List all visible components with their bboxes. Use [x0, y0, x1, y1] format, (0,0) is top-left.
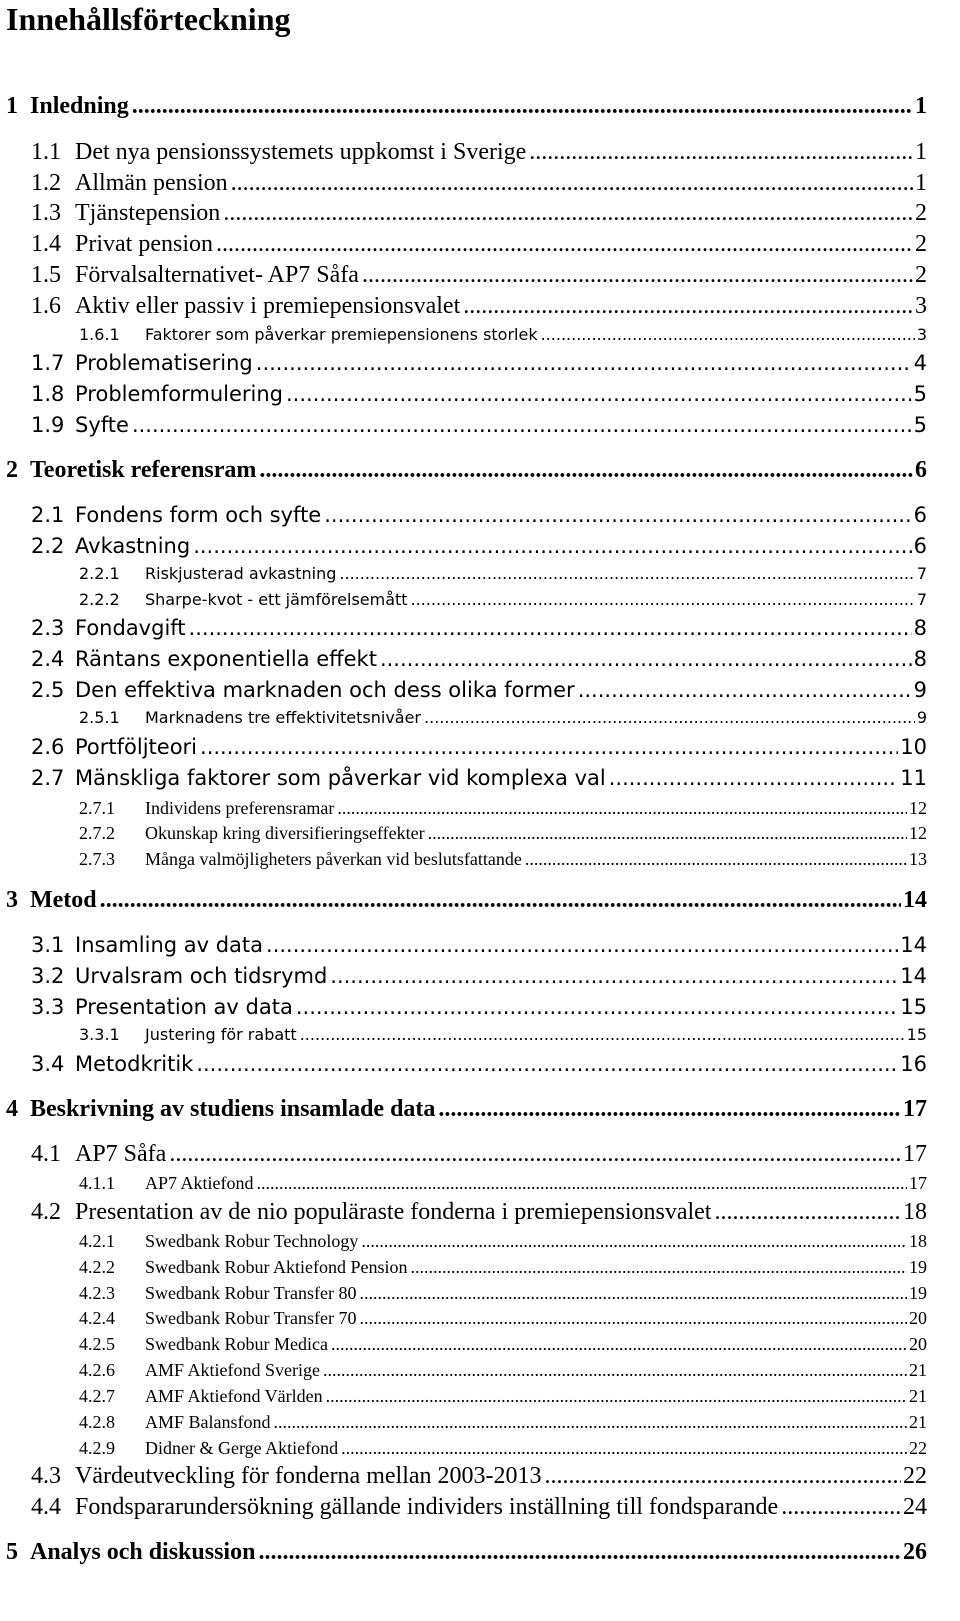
toc-title: Privat pension — [75, 231, 213, 257]
toc-entry[interactable] — [6, 1095, 927, 1123]
toc-entry[interactable] — [31, 292, 927, 320]
dot-leader — [339, 563, 914, 585]
toc-number: 2.5 — [31, 678, 65, 702]
toc-title: Metodkritik — [75, 1052, 194, 1076]
toc-page: 2 — [915, 262, 927, 288]
toc-entry[interactable] — [31, 501, 927, 529]
toc-entry[interactable] — [79, 1359, 927, 1381]
toc-page: 7 — [916, 564, 927, 583]
toc-number: 2.7.1 — [79, 798, 115, 818]
toc-page: 19 — [909, 1283, 927, 1303]
toc-page: 26 — [903, 1539, 927, 1565]
dot-leader — [193, 532, 911, 560]
toc-title: Justering för rabatt — [145, 1025, 297, 1044]
dot-leader — [286, 380, 912, 408]
dot-leader — [463, 292, 913, 320]
toc-entry[interactable] — [31, 1140, 927, 1168]
dot-leader — [331, 1333, 907, 1355]
dot-leader — [324, 501, 911, 529]
toc-page: 20 — [909, 1334, 927, 1354]
toc-number: 2.1 — [31, 503, 65, 527]
toc-number: 2.2.1 — [79, 564, 120, 583]
toc-number: 4.2.3 — [79, 1283, 115, 1303]
toc-entry[interactable] — [31, 962, 927, 990]
dot-leader — [330, 962, 898, 990]
toc-number: 3.2 — [31, 964, 65, 988]
dot-leader — [326, 1385, 907, 1407]
dot-leader — [541, 324, 915, 346]
toc-title: Mänskliga faktorer som påverkar vid komplexa val — [75, 766, 606, 790]
toc-entry[interactable] — [6, 456, 927, 484]
toc-entry[interactable] — [79, 589, 927, 611]
toc-entry[interactable] — [31, 261, 927, 289]
toc-number: 2.7 — [31, 766, 65, 790]
dot-leader — [438, 1095, 901, 1123]
toc-page: 4 — [913, 351, 927, 375]
toc-number: 3.3 — [31, 995, 65, 1019]
toc-page: 2 — [915, 200, 927, 226]
toc-number: 4.2.5 — [79, 1334, 115, 1354]
toc-title: Individens preferensramar — [145, 798, 335, 818]
toc-title: Teoretisk referensram — [30, 457, 257, 483]
toc-number: 4.2.7 — [79, 1386, 115, 1406]
toc-number: 1.3 — [31, 200, 61, 226]
toc-number: 4.2.1 — [79, 1231, 115, 1251]
toc-title: AMF Aktiefond Världen — [145, 1386, 323, 1406]
toc-page: 22 — [903, 1463, 927, 1489]
toc-entry[interactable] — [31, 199, 927, 227]
dot-leader — [525, 848, 907, 870]
toc-number: 1.6 — [31, 293, 61, 319]
toc-entry[interactable] — [79, 563, 927, 585]
dot-leader — [258, 1538, 901, 1566]
toc-entry[interactable] — [31, 1493, 927, 1521]
dot-leader — [132, 92, 913, 120]
toc-title: Faktorer som påverkar premiepensionens storlek — [145, 325, 538, 344]
dot-leader — [100, 886, 901, 914]
toc-title: Metod — [30, 887, 97, 913]
toc-number: 1.5 — [31, 262, 61, 288]
toc-page: 7 — [916, 590, 927, 609]
toc-number: 1.2 — [31, 170, 61, 196]
dot-leader — [300, 1024, 905, 1046]
dot-leader — [259, 456, 913, 484]
toc-page: 6 — [915, 457, 927, 483]
toc-page: 3 — [915, 293, 927, 319]
toc-number: 4.2.6 — [79, 1360, 115, 1380]
toc-page: 11 — [900, 766, 927, 790]
dot-leader — [714, 1198, 901, 1226]
toc-page: 9 — [916, 708, 927, 727]
dot-leader — [266, 931, 898, 959]
toc-page: 21 — [909, 1412, 927, 1432]
toc-title: Marknadens tre effektivitetsnivåer — [145, 708, 422, 727]
toc-entry[interactable] — [79, 324, 927, 346]
toc-title: Aktiv eller passiv i premiepensionsvalet — [75, 293, 461, 319]
dot-leader — [257, 1172, 907, 1194]
dot-leader — [424, 707, 915, 729]
toc-entry[interactable] — [31, 733, 927, 761]
toc-entry[interactable] — [79, 848, 927, 870]
toc-entry[interactable] — [31, 676, 927, 704]
toc-title: Problematisering — [75, 351, 253, 375]
toc-number: 4.3 — [31, 1463, 61, 1489]
toc-title: Insamling av data — [75, 933, 264, 957]
toc-number: 4.1.1 — [79, 1173, 115, 1193]
toc-number: 3 — [6, 887, 18, 913]
toc-entry[interactable] — [31, 993, 927, 1021]
toc-number: 2 — [6, 457, 18, 483]
dot-leader — [216, 230, 913, 258]
toc-page: 17 — [903, 1096, 927, 1122]
toc-page: 21 — [909, 1360, 927, 1380]
toc-entry[interactable] — [6, 92, 927, 120]
toc-page: 14 — [900, 933, 927, 957]
toc-title: Syfte — [75, 413, 129, 437]
toc-number: 1 — [6, 93, 18, 119]
toc-number: 4.2.9 — [79, 1438, 115, 1458]
toc-title: Okunskap kring diversifieringseffekter — [145, 823, 425, 843]
dot-leader — [411, 589, 915, 611]
toc-number: 4.2.2 — [79, 1257, 115, 1277]
dot-leader — [223, 199, 913, 227]
toc-entry[interactable] — [31, 1050, 927, 1078]
dot-leader — [337, 797, 907, 819]
toc-title: Swedbank Robur Transfer 70 — [145, 1308, 357, 1328]
toc-page: 1 — [915, 170, 927, 196]
toc-page: 21 — [909, 1386, 927, 1406]
dot-leader — [323, 1359, 907, 1381]
dot-leader — [169, 1140, 901, 1168]
toc-number: 4.2.4 — [79, 1308, 115, 1328]
toc-number: 1.6.1 — [79, 325, 120, 344]
toc-title: Räntans exponentiella effekt — [75, 647, 377, 671]
toc-title: Förvalsalternativet- AP7 Såfa — [75, 262, 359, 288]
dot-leader — [545, 1462, 901, 1490]
toc-entry[interactable] — [31, 138, 927, 166]
toc-entry[interactable] — [31, 645, 927, 673]
toc-number: 1.1 — [31, 139, 61, 165]
dot-leader — [362, 261, 913, 289]
toc-number: 4.2 — [31, 1199, 61, 1225]
toc-page: 15 — [906, 1025, 927, 1044]
toc-page: 12 — [909, 798, 927, 818]
toc-title: Urvalsram och tidsrymd — [75, 964, 328, 988]
toc-title: Analys och diskussion — [30, 1539, 256, 1565]
dot-leader — [231, 169, 913, 197]
toc-title: Sharpe-kvot - ett jämförelsemått — [145, 590, 408, 609]
toc-title: Fondspararundersökning gällande individers inställning till fondsparande — [75, 1494, 779, 1520]
dot-leader — [781, 1493, 901, 1521]
toc-page: 9 — [913, 678, 927, 702]
toc-entry[interactable] — [79, 1024, 927, 1046]
toc-page: 10 — [900, 735, 927, 759]
toc-title: Tjänstepension — [75, 200, 221, 226]
toc-number: 2.2.2 — [79, 590, 120, 609]
toc-page: 5 — [913, 413, 927, 437]
toc-title: AP7 Såfa — [75, 1141, 167, 1167]
toc-title: Presentation av data — [75, 995, 293, 1019]
toc-number: 2.3 — [31, 616, 65, 640]
toc-page: 13 — [909, 849, 927, 869]
dot-leader — [189, 614, 912, 642]
dot-leader — [132, 411, 912, 439]
page-title: Innehållsförteckning — [6, 1, 291, 37]
toc-entry[interactable] — [79, 1411, 927, 1433]
toc-entry[interactable] — [79, 1256, 927, 1278]
toc-page: 19 — [909, 1257, 927, 1277]
dot-leader — [609, 764, 899, 792]
toc-number: 5 — [6, 1539, 18, 1565]
toc-title: AMF Aktiefond Sverige — [145, 1360, 320, 1380]
dot-leader — [361, 1230, 907, 1252]
toc-number: 1.4 — [31, 231, 61, 257]
toc-page: 14 — [903, 887, 927, 913]
toc-entry[interactable] — [31, 764, 927, 792]
toc-title: Swedbank Robur Medica — [145, 1334, 328, 1354]
dot-leader — [196, 1050, 898, 1078]
toc-page: 24 — [903, 1494, 927, 1520]
toc-page: 12 — [909, 823, 927, 843]
toc-title: Swedbank Robur Technology — [145, 1231, 359, 1251]
dot-leader — [360, 1307, 908, 1329]
toc-title: Den effektiva marknaden och dess olika former — [75, 678, 575, 702]
toc-page: 15 — [900, 995, 927, 1019]
toc-title: Presentation av de nio populäraste fonderna i premiepensionsvalet — [75, 1199, 712, 1225]
toc-entry[interactable] — [79, 797, 927, 819]
toc-title: Inledning — [30, 93, 129, 119]
toc-page: 1 — [915, 139, 927, 165]
toc-number: 4.2.8 — [79, 1412, 115, 1432]
toc-title: Swedbank Robur Aktiefond Pension — [145, 1257, 408, 1277]
toc-page: 20 — [909, 1308, 927, 1328]
toc-title: AP7 Aktiefond — [145, 1173, 254, 1193]
dot-leader — [360, 1282, 908, 1304]
toc-entry[interactable] — [31, 230, 927, 258]
toc-entry[interactable] — [31, 349, 927, 377]
toc-page: 2 — [915, 231, 927, 257]
dot-leader — [341, 1437, 907, 1459]
toc-number: 2.7.3 — [79, 849, 115, 869]
dot-leader — [200, 733, 898, 761]
toc-entry[interactable] — [79, 1385, 927, 1407]
dot-leader — [411, 1256, 908, 1278]
toc-entry[interactable] — [6, 1538, 927, 1566]
toc-page: 17 — [903, 1141, 927, 1167]
toc-page: 16 — [900, 1052, 927, 1076]
toc-title: Det nya pensionssystemets uppkomst i Sverige — [75, 139, 527, 165]
toc-page: 5 — [913, 382, 927, 406]
dot-leader — [274, 1411, 908, 1433]
dot-leader — [380, 645, 912, 673]
toc-entry[interactable] — [31, 411, 927, 439]
toc-entry[interactable] — [31, 1198, 927, 1226]
dot-leader — [256, 349, 912, 377]
toc-number: 3.3.1 — [79, 1025, 120, 1044]
toc-entry[interactable] — [79, 1230, 927, 1252]
toc-title: Allmän pension — [75, 170, 228, 196]
toc-title: Portföljteori — [75, 735, 198, 759]
toc-entry[interactable] — [79, 822, 927, 844]
toc-title: AMF Balansfond — [145, 1412, 271, 1432]
dot-leader — [578, 676, 912, 704]
toc-title: Didner & Gerge Aktiefond — [145, 1438, 339, 1458]
toc-page: 8 — [913, 616, 927, 640]
toc-title: Swedbank Robur Transfer 80 — [145, 1283, 357, 1303]
toc-entry[interactable] — [79, 1172, 927, 1194]
toc-title: Fondens form och syfte — [75, 503, 322, 527]
toc-entry[interactable] — [31, 380, 927, 408]
toc-number: 3.1 — [31, 933, 65, 957]
toc-number: 1.9 — [31, 413, 65, 437]
toc-page: 22 — [909, 1438, 927, 1458]
toc-title: Beskrivning av studiens insamlade data — [30, 1096, 436, 1122]
toc-entry[interactable] — [31, 614, 927, 642]
toc-number: 3.4 — [31, 1052, 65, 1076]
toc-number: 1.7 — [31, 351, 65, 375]
dot-leader — [296, 993, 898, 1021]
toc-page: 17 — [909, 1173, 927, 1193]
toc-entry[interactable] — [79, 1307, 927, 1329]
toc-title: Många valmöjligheters påverkan vid beslutsfattande — [145, 849, 522, 869]
toc-number: 4 — [6, 1096, 18, 1122]
toc-number: 1.8 — [31, 382, 65, 406]
toc-number: 2.6 — [31, 735, 65, 759]
toc-title: Värdeutveckling för fonderna mellan 2003-2013 — [75, 1463, 542, 1489]
dot-leader — [428, 822, 907, 844]
toc-entry[interactable] — [31, 1462, 927, 1490]
toc-page: 6 — [913, 503, 927, 527]
toc-page: 8 — [913, 647, 927, 671]
toc-page: 3 — [916, 325, 927, 344]
toc-number: 4.4 — [31, 1494, 61, 1520]
toc-page: 6 — [913, 534, 927, 558]
toc-number: 2.4 — [31, 647, 65, 671]
toc-title: Riskjusterad avkastning — [145, 564, 337, 583]
toc-page: 14 — [900, 964, 927, 988]
toc-page: 18 — [903, 1199, 927, 1225]
toc-entry[interactable] — [6, 886, 927, 914]
toc-entry[interactable] — [79, 1282, 927, 1304]
toc-entry[interactable] — [31, 931, 927, 959]
toc-title: Fondavgift — [75, 616, 186, 640]
toc-title: Avkastning — [75, 534, 191, 558]
dot-leader — [529, 138, 913, 166]
toc-entry[interactable] — [79, 1333, 927, 1355]
toc-entry[interactable] — [31, 169, 927, 197]
toc-number: 2.2 — [31, 534, 65, 558]
toc-page: 18 — [909, 1231, 927, 1251]
toc-title: Problemformulering — [75, 382, 283, 406]
toc-entry[interactable] — [31, 532, 927, 560]
toc-number: 2.7.2 — [79, 823, 115, 843]
toc-entry[interactable] — [79, 1437, 927, 1459]
toc-number: 4.1 — [31, 1141, 61, 1167]
toc-page: 1 — [915, 93, 927, 119]
toc-entry[interactable] — [79, 707, 927, 729]
toc-number: 2.5.1 — [79, 708, 120, 727]
